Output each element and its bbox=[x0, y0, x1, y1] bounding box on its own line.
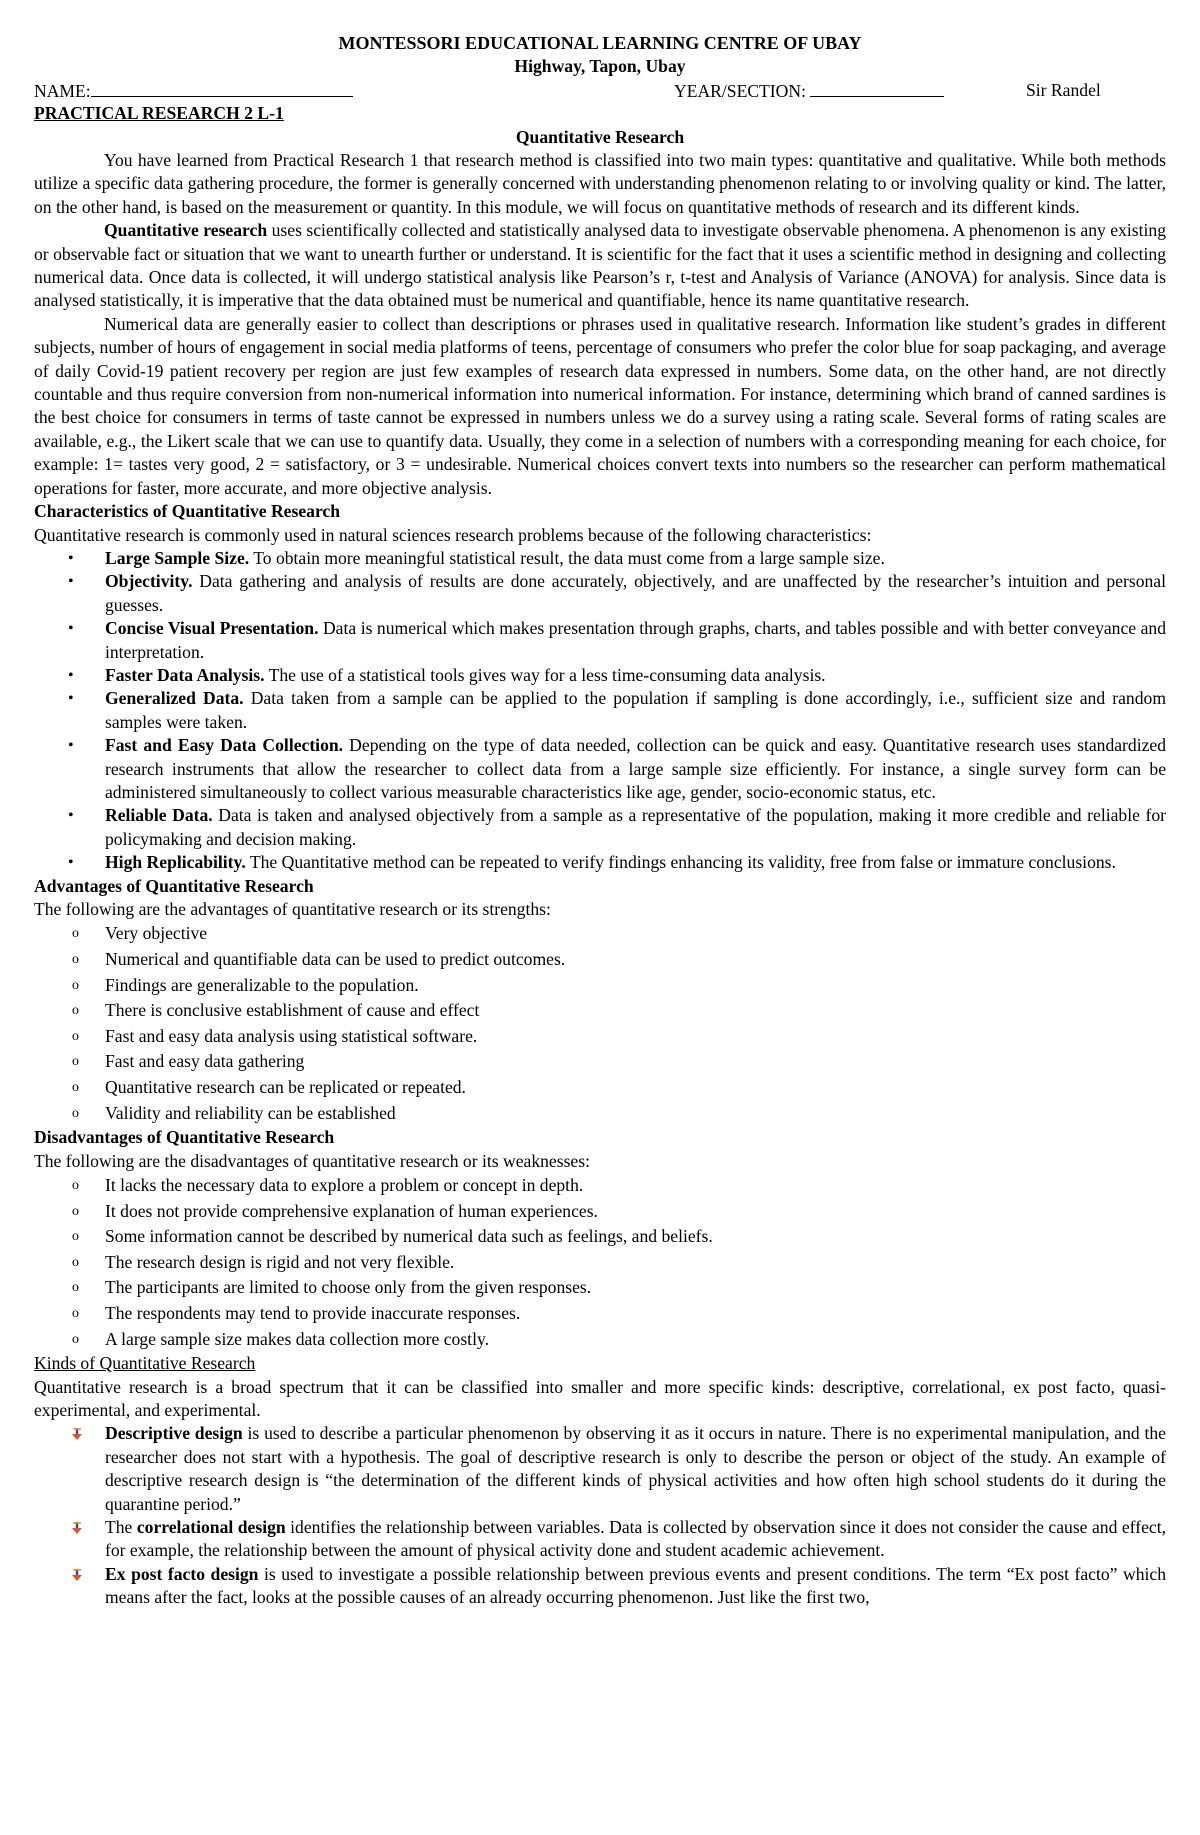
item-text: The respondents may tend to provide inaccurate responses. bbox=[105, 1302, 521, 1323]
item-text: is used to describe a particular phenomenon by observing it as it occurs in nature. There is no experimental manipulation, and the researcher does not start with a hypothesis. The goal of descriptive research is only to describe the person or object of the study. An example of descriptive research design is “the determination of the different kinds of physical activities and how often high school students do it during the quarantine period.” bbox=[105, 1423, 1166, 1514]
item-text: Validity and reliability can be established bbox=[105, 1102, 396, 1123]
item-term: Ex post facto design bbox=[105, 1563, 259, 1584]
bullet-icon: • bbox=[68, 549, 74, 567]
item-term: Reliable Data. bbox=[105, 805, 213, 826]
item-text: The participants are limited to choose only from the given responses. bbox=[105, 1277, 592, 1298]
item-text: It does not provide comprehensive explanation of human experiences. bbox=[105, 1200, 598, 1221]
intro-paragraph-2-text: uses scientifically collected and statistically analysed data to investigate observable phenomena. A phenomenon is any existing or observable fact or situation that we want to unearth further or understand. It is scientific for the fact that it uses a scientific method in designing and collecting numerical data. Once data is collected, it will undergo statistical analysis like Pearson’s r, t-test and Analysis of Variance (ANOVA) for analysis. Since data is analysed statistically, it is imperative that the data obtained must be numerical and quantifiable, hence its name quantitative research. bbox=[34, 220, 1166, 311]
item-text: Data is numerical which makes presentation through graphs, charts, and tables possible and with better conveyance and interpretation. bbox=[105, 618, 1167, 662]
list-item bbox=[68, 664, 1166, 687]
list-item bbox=[105, 1563, 1166, 1610]
item-term: Generalized Data. bbox=[105, 688, 244, 709]
list-item bbox=[72, 1049, 1166, 1075]
year-section-field bbox=[674, 79, 944, 103]
item-term: High Replicability. bbox=[105, 852, 246, 873]
school-address: Highway, Tapon, Ubay bbox=[514, 56, 686, 77]
list-item bbox=[72, 1301, 1166, 1327]
advantages-list bbox=[34, 921, 1166, 1126]
list-item bbox=[68, 617, 1167, 664]
list-item bbox=[68, 687, 1167, 734]
course-title: PRACTICAL RESEARCH 2 L-1 bbox=[34, 103, 284, 124]
item-text: The research design is rigid and not very flexible. bbox=[105, 1251, 455, 1272]
intro-paragraph-3: Numerical data are generally easier to collect than descriptions or phrases used in qualitative research. Information like student’s grades in different subjects, number of hours of engagement in social media platforms of teens, percentage of consumers who prefer the color blue for soap packaging, and average of daily Covid-19 patient recovery per region are just few examples of research data expressed in numbers. Some data, on the other hand, are not directly countable and thus require conversion from non-numerical information into numerical information. For instance, determining which brand of canned sardines is the best choice for consumers in terms of taste cannot be expressed in numbers unless we do a survey using a rating scale. Several forms of rating scales are available, e.g., the Likert scale that we can use to quantify data. Usually, they come in a selection of numbers with a corresponding meaning for each choice, for example: 1= tastes very good, 2 = satisfactory, or 3 = undesirable. Numerical choices convert texts into numbers so the researcher can perform mathematical operations for faster, more accurate, and more objective analysis. bbox=[34, 313, 1166, 498]
arrow-bullet-icon bbox=[70, 1568, 84, 1582]
bullet-icon: • bbox=[68, 690, 74, 708]
bullet-icon: • bbox=[68, 620, 74, 638]
school-name: MONTESSORI EDUCATIONAL LEARNING CENTRE OF UBAY bbox=[338, 33, 862, 53]
item-text: Data is taken and analysed objectively from a sample as a representative of the population, making it more credible and reliable for policymaking and decision making. bbox=[105, 805, 1166, 849]
circle-bullet-icon: o bbox=[72, 1003, 79, 1019]
circle-bullet-icon: o bbox=[72, 977, 79, 993]
item-text: Findings are generalizable to the population. bbox=[105, 974, 419, 995]
quantitative-research-term: Quantitative research bbox=[104, 220, 268, 241]
list-item bbox=[72, 1224, 1166, 1250]
list-item bbox=[72, 1075, 1166, 1101]
advantages-heading: Advantages of Quantitative Research bbox=[34, 875, 314, 896]
circle-bullet-icon: o bbox=[72, 1028, 79, 1044]
circle-bullet-icon: o bbox=[72, 1105, 79, 1121]
arrow-bullet-icon bbox=[70, 1521, 84, 1535]
list-item bbox=[72, 1173, 1166, 1199]
circle-bullet-icon: o bbox=[72, 926, 79, 942]
list-item bbox=[72, 1250, 1166, 1276]
item-text: A large sample size makes data collection more costly. bbox=[105, 1328, 490, 1349]
intro-paragraph-2 bbox=[34, 219, 1166, 313]
characteristics-lead: Quantitative research is commonly used in natural sciences research problems because of the following characteristics: bbox=[34, 524, 872, 545]
list-item bbox=[68, 547, 1166, 570]
list-item bbox=[68, 804, 1166, 851]
list-item bbox=[72, 1101, 1166, 1127]
item-text: The use of a statistical tools gives way for a less time-consuming data analysis. bbox=[264, 664, 826, 685]
bullet-icon: • bbox=[68, 807, 74, 825]
kinds-list bbox=[34, 1422, 1166, 1609]
item-term: Fast and Easy Data Collection. bbox=[105, 735, 344, 756]
item-text: Data taken from a sample can be applied to the population if sampling is done accordingly, i.e., sufficient size and random samples were taken. bbox=[105, 688, 1167, 732]
circle-bullet-icon: o bbox=[72, 1254, 79, 1270]
list-item bbox=[72, 998, 1166, 1024]
item-text: There is conclusive establishment of cause and effect bbox=[105, 1000, 480, 1021]
bullet-icon: • bbox=[68, 573, 74, 591]
item-text: identifies the relationship between variables. Data is collected by observation since it does not consider the cause and effect, for example, the relationship between the amount of physical activity done and student academic achievement. bbox=[105, 1516, 1166, 1561]
item-text: It lacks the necessary data to explore a problem or concept in depth. bbox=[105, 1174, 584, 1195]
name-field bbox=[34, 79, 353, 103]
item-text: Data gathering and analysis of results are done accurately, objectively, and are unaffected by the researcher’s intuition and personal guesses. bbox=[105, 571, 1166, 615]
item-text: is used to investigate a possible relationship between previous events and present conditions. The term “Ex post facto” which means after the fact, looks at the possible causes of an already occurring phenomenon. Just like the first two, bbox=[105, 1563, 1167, 1608]
bullet-icon: • bbox=[68, 666, 74, 684]
item-pre-text: The bbox=[105, 1516, 137, 1537]
characteristics-list bbox=[34, 547, 1166, 875]
list-item bbox=[72, 1275, 1166, 1301]
circle-bullet-icon: o bbox=[72, 1177, 79, 1193]
characteristics-heading: Characteristics of Quantitative Research bbox=[34, 501, 341, 522]
teacher-name: Sir Randel bbox=[1026, 79, 1101, 100]
intro-paragraph-1: You have learned from Practical Research 1 that research method is classified into two main types: quantitative and qualitative. While both methods utilize a specific data gathering procedure, the former is generally concerned with understanding phenomenon relating to or involving quality or kind. The latter, on the other hand, is based on the measurement or quantity. In this module, we will focus on quantitative methods of research and its different kinds. bbox=[34, 150, 1166, 217]
list-item bbox=[68, 570, 1166, 617]
item-term: Large Sample Size. bbox=[105, 547, 250, 568]
list-item bbox=[105, 1422, 1166, 1516]
circle-bullet-icon: o bbox=[72, 1203, 79, 1219]
item-text: Some information cannot be described by numerical data such as feelings, and beliefs. bbox=[105, 1226, 713, 1247]
item-term: Faster Data Analysis. bbox=[105, 664, 265, 685]
list-item bbox=[72, 947, 1166, 973]
item-term: correlational design bbox=[136, 1516, 286, 1537]
disadvantages-list bbox=[34, 1173, 1166, 1352]
item-term: Descriptive design bbox=[105, 1423, 243, 1444]
list-item bbox=[105, 1516, 1166, 1563]
item-term: Concise Visual Presentation. bbox=[105, 618, 319, 639]
list-item bbox=[72, 973, 1166, 999]
disadvantages-lead: The following are the disadvantages of quantitative research or its weaknesses: bbox=[34, 1150, 590, 1171]
bullet-icon: • bbox=[68, 737, 74, 755]
name-row bbox=[34, 79, 1166, 102]
list-item bbox=[72, 921, 1166, 947]
kinds-lead: Quantitative research is a broad spectrum that it can be classified into smaller and more specific kinds: descriptive, correlational, ex post facto, quasi-experimental, and experimental. bbox=[34, 1376, 1166, 1420]
page-title: Quantitative Research bbox=[515, 126, 685, 147]
arrow-bullet-icon bbox=[70, 1427, 84, 1441]
circle-bullet-icon: o bbox=[72, 1331, 79, 1347]
item-text: The Quantitative method can be repeated to verify findings enhancing its validity, free from false or immature conclusions. bbox=[245, 852, 1116, 873]
list-item bbox=[72, 1199, 1166, 1225]
name-label: NAME: bbox=[34, 80, 91, 101]
disadvantages-heading: Disadvantages of Quantitative Research bbox=[34, 1127, 335, 1148]
list-item bbox=[68, 734, 1167, 804]
year-section-label: YEAR/SECTION: bbox=[674, 80, 806, 101]
circle-bullet-icon: o bbox=[72, 1229, 79, 1245]
item-text: To obtain more meaningful statistical result, the data must come from a large sample size. bbox=[249, 547, 885, 568]
bullet-icon: • bbox=[68, 854, 74, 872]
circle-bullet-icon: o bbox=[72, 1305, 79, 1321]
circle-bullet-icon: o bbox=[72, 952, 79, 968]
list-item bbox=[68, 851, 1166, 874]
list-item bbox=[72, 1327, 1166, 1353]
circle-bullet-icon: o bbox=[72, 1280, 79, 1296]
item-text: Fast and easy data analysis using statistical software. bbox=[105, 1025, 478, 1046]
item-text: Fast and easy data gathering bbox=[105, 1051, 305, 1072]
circle-bullet-icon: o bbox=[72, 1054, 79, 1070]
kinds-heading: Kinds of Quantitative Research bbox=[34, 1353, 256, 1374]
item-text: Depending on the type of data needed, collection can be quick and easy. Quantitative research uses standardized research instruments that allow the researcher to collect data from a large sample size efficiently. For instance, a single survey form can be administered simultaneously to collect various measurable characteristics like age, gender, socio-economic status, etc. bbox=[105, 735, 1167, 802]
name-blank bbox=[91, 79, 353, 97]
list-item bbox=[72, 1024, 1166, 1050]
year-section-blank bbox=[810, 79, 944, 97]
item-text: Quantitative research can be replicated or repeated. bbox=[105, 1076, 466, 1097]
item-text: Numerical and quantifiable data can be used to predict outcomes. bbox=[105, 949, 566, 970]
circle-bullet-icon: o bbox=[72, 1079, 79, 1095]
advantages-lead: The following are the advantages of quantitative research or its strengths: bbox=[34, 899, 551, 920]
item-text: Very objective bbox=[105, 923, 208, 944]
item-term: Objectivity. bbox=[105, 571, 193, 592]
